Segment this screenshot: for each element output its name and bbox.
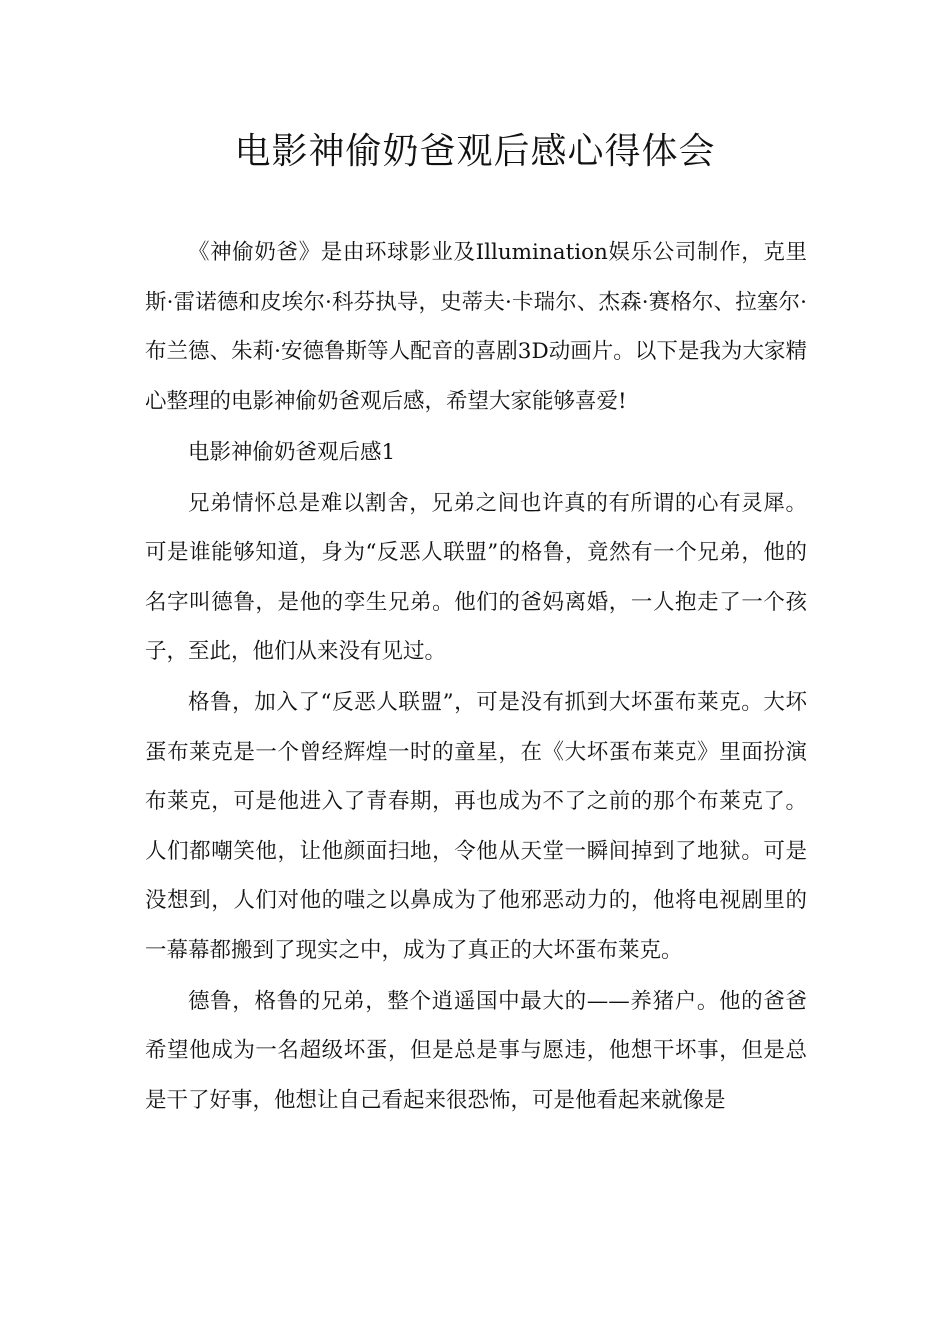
paragraph: 格鲁，加入了“反恶人联盟”，可是没有抓到大坏蛋布莱克。大坏蛋布莱克是一个曾经辉煌一时的童星，在《大坏蛋布莱克》里面扮演布莱克，可是他进入了青春期，再也成为不了之前的那个布莱克了。人们都嘲笑他，让他颜面扫地，令他从天堂一瞬间掉到了地狱。可是没想到，人们对他的嗤之以鼻成为了他邪恶动力的，他将电视剧里的一幕幕都搬到了现实之中，成为了真正的大坏蛋布莱克。 [145,690,807,963]
section-heading: 电影神偷奶爸观后感1 [188,439,396,465]
paragraph: 德鲁，格鲁的兄弟，整个逍遥国中最大的——养猪户。他的爸爸希望他成为一名超级坏蛋，但是总是事与愿违，他想干坏事，但是总是干了好事，他想让自己看起来很恐怖，可是他看起来就像是 [145,988,807,1113]
document-body [145,228,807,1127]
document-title: 电影神偷奶爸观后感心得体会 [234,131,716,172]
paragraph-intro: 《神偷奶爸》是由环球影业及Illumination娱乐公司制作，克里斯·雷诺德和皮埃尔·科芬执导，史蒂夫·卡瑞尔、杰森·赛格尔、拉塞尔·布兰德、朱莉·安德鲁斯等人配音的喜剧3D动画片。以下是我为大家精心整理的电影神偷奶爸观后感，希望大家能够喜爱! [145,240,807,414]
paragraph: 兄弟情怀总是难以割舍，兄弟之间也许真的有所谓的心有灵犀。可是谁能够知道，身为“反恶人联盟”的格鲁，竟然有一个兄弟，他的名字叫德鲁，是他的孪生兄弟。他们的爸妈离婚，一人抱走了一个孩子，至此，他们从来没有见过。 [145,490,807,664]
